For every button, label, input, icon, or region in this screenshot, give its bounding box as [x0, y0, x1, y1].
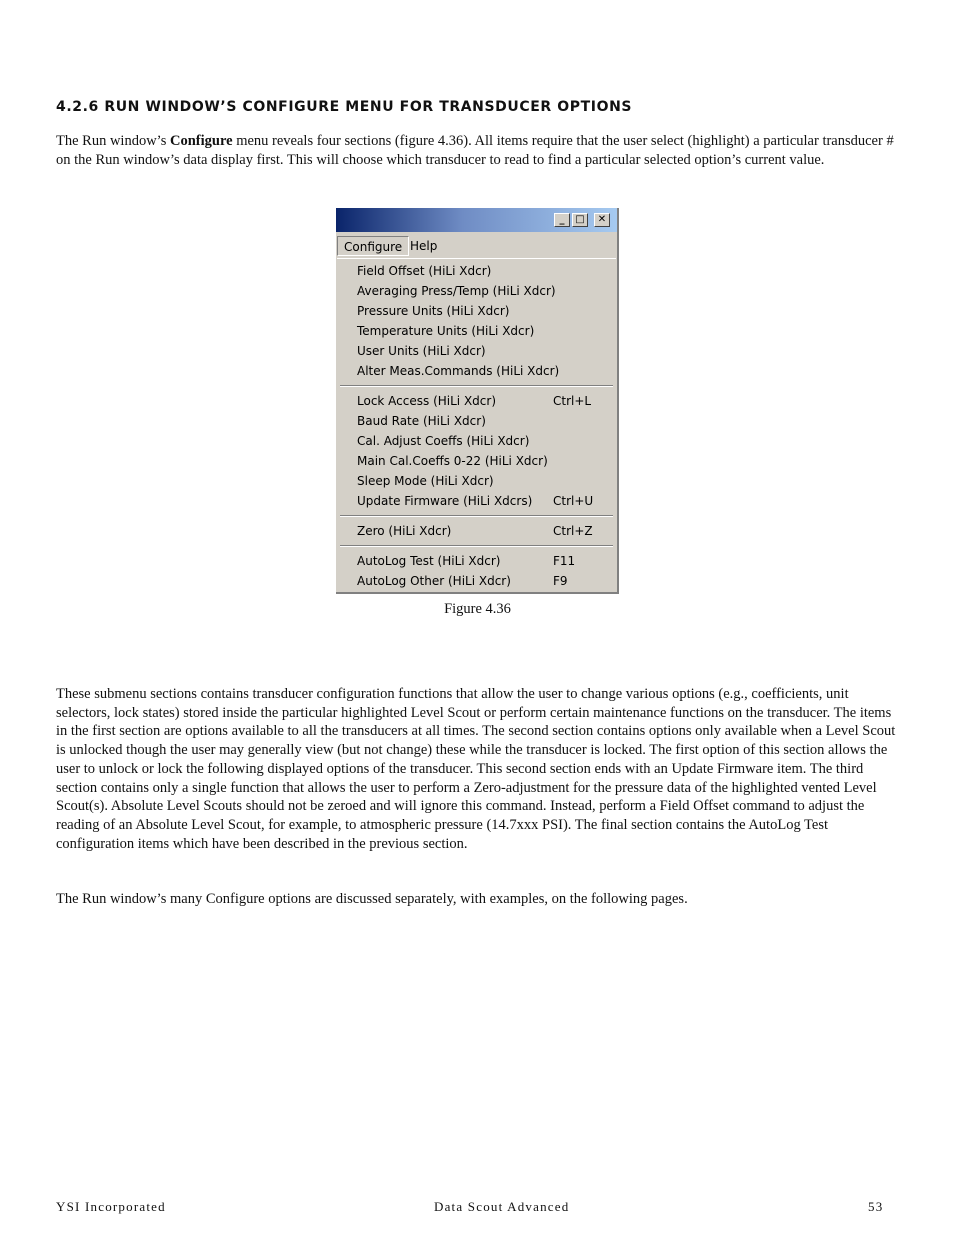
menu-item[interactable] [357, 341, 615, 361]
menu-item-label: Zero (HiLi Xdcr) [357, 524, 452, 538]
window-titlebar [336, 208, 617, 232]
configure-dropdown [337, 258, 616, 592]
menu-item-label: Cal. Adjust Coeffs (HiLi Xdcr) [357, 434, 530, 448]
footer-page-number: 53 [868, 1199, 884, 1214]
menu-item-label: Baud Rate (HiLi Xdcr) [357, 414, 486, 428]
maximize-button[interactable]: □ [572, 213, 588, 227]
window-menubar [336, 234, 617, 256]
menu-item[interactable] [357, 391, 615, 411]
menu-item-label: Lock Access (HiLi Xdcr) [357, 394, 496, 408]
menu-item-label: Averaging Press/Temp (HiLi Xdcr) [357, 284, 556, 298]
menu-item[interactable] [357, 261, 615, 281]
menu-item-shortcut: F9 [553, 574, 568, 588]
menu-item[interactable] [357, 571, 615, 591]
intro-paragraph [56, 132, 902, 169]
menu-item[interactable] [357, 491, 615, 511]
menu-help[interactable]: Help [410, 239, 438, 253]
footer-company: YSI Incorporated [56, 1199, 166, 1214]
menu-item[interactable] [357, 521, 615, 541]
menu-item[interactable] [357, 431, 615, 451]
run-window-screenshot [336, 208, 619, 594]
menu-item[interactable] [357, 281, 615, 301]
menu-separator [340, 545, 613, 547]
menu-item-shortcut: Ctrl+L [553, 394, 592, 408]
menu-item-label: Temperature Units (HiLi Xdcr) [357, 324, 535, 338]
menu-separator [340, 385, 613, 387]
menu-item-shortcut: F11 [553, 554, 576, 568]
menu-item-label: Update Firmware (HiLi Xdcrs) [357, 494, 533, 508]
menu-item-shortcut: Ctrl+Z [553, 524, 593, 538]
menu-item[interactable] [357, 301, 615, 321]
intro-text-end: menu reveals four sections (figure 4.36). All items require that the user select (highlight) a particular transducer # on the Run window’s data display first. This will choose which transducer to read to find a particular selected option’s current value. [56, 133, 894, 168]
menu-item-label: User Units (HiLi Xdcr) [357, 344, 486, 358]
menu-item[interactable] [357, 321, 615, 341]
close-button[interactable]: ✕ [594, 213, 610, 227]
menu-configure[interactable]: Configure [337, 236, 409, 256]
menu-item-label: Sleep Mode (HiLi Xdcr) [357, 474, 494, 488]
menu-item[interactable] [357, 361, 615, 381]
menu-item-label: AutoLog Test (HiLi Xdcr) [357, 554, 501, 568]
section-heading: 4.2.6 RUN WINDOW’S CONFIGURE MENU FOR TRANSDUCER OPTIONS [56, 99, 633, 115]
menu-item-label: Main Cal.Coeffs 0-22 (HiLi Xdcr) [357, 454, 548, 468]
body-paragraph-2: These submenu sections contains transducer configuration functions that allow the user to change various options (e.g., coefficients, unit selectors, lock states) stored inside the particular highlighted Level Scout or perform certain maintenance functions on the transducer. The items in the first section are options available to all the transducers at all times. The second section contains options only available when a Level Scout is unlocked though the user may generally view (but not change) these while the transducer is locked. The first option of this section allows the user to unlock or lock the following displayed options of the transducer. This second section ends with an Update Firmware item. The third section contains only a single function that allows the user to perform a Zero-adjustment for the pressure data of the highlighted vented Level Scout(s). Absolute Level Scouts should not be zeroed and will ignore this command. Instead, perform a Field Offset command to adjust the reading of an Absolute Level Scout, for example, to atmospheric pressure (14.7xxx PSI). The final section contains the AutoLog Test configuration items which have been described in the previous section. [56, 686, 896, 852]
menu-item-label: Field Offset (HiLi Xdcr) [357, 264, 492, 278]
menu-item[interactable] [357, 551, 615, 571]
menu-item[interactable] [357, 411, 615, 431]
body-paragraph-3: The Run window’s many Configure options are discussed separately, with examples, on the following pages. [56, 891, 688, 907]
menu-item-shortcut: Ctrl+U [553, 494, 594, 508]
intro-text-start: The Run window’s [56, 133, 170, 149]
minimize-button[interactable]: _ [554, 213, 570, 227]
menu-item-label: AutoLog Other (HiLi Xdcr) [357, 574, 511, 588]
menu-item-label: Alter Meas.Commands (HiLi Xdcr) [357, 364, 560, 378]
figure-caption: Figure 4.36 [444, 601, 511, 617]
menu-separator [340, 515, 613, 517]
intro-bold-configure: Configure [169, 133, 233, 149]
menu-item-label: Pressure Units (HiLi Xdcr) [357, 304, 510, 318]
menu-item[interactable] [357, 471, 615, 491]
footer-title: Data Scout Advanced [434, 1199, 570, 1214]
menu-item[interactable] [357, 451, 615, 471]
